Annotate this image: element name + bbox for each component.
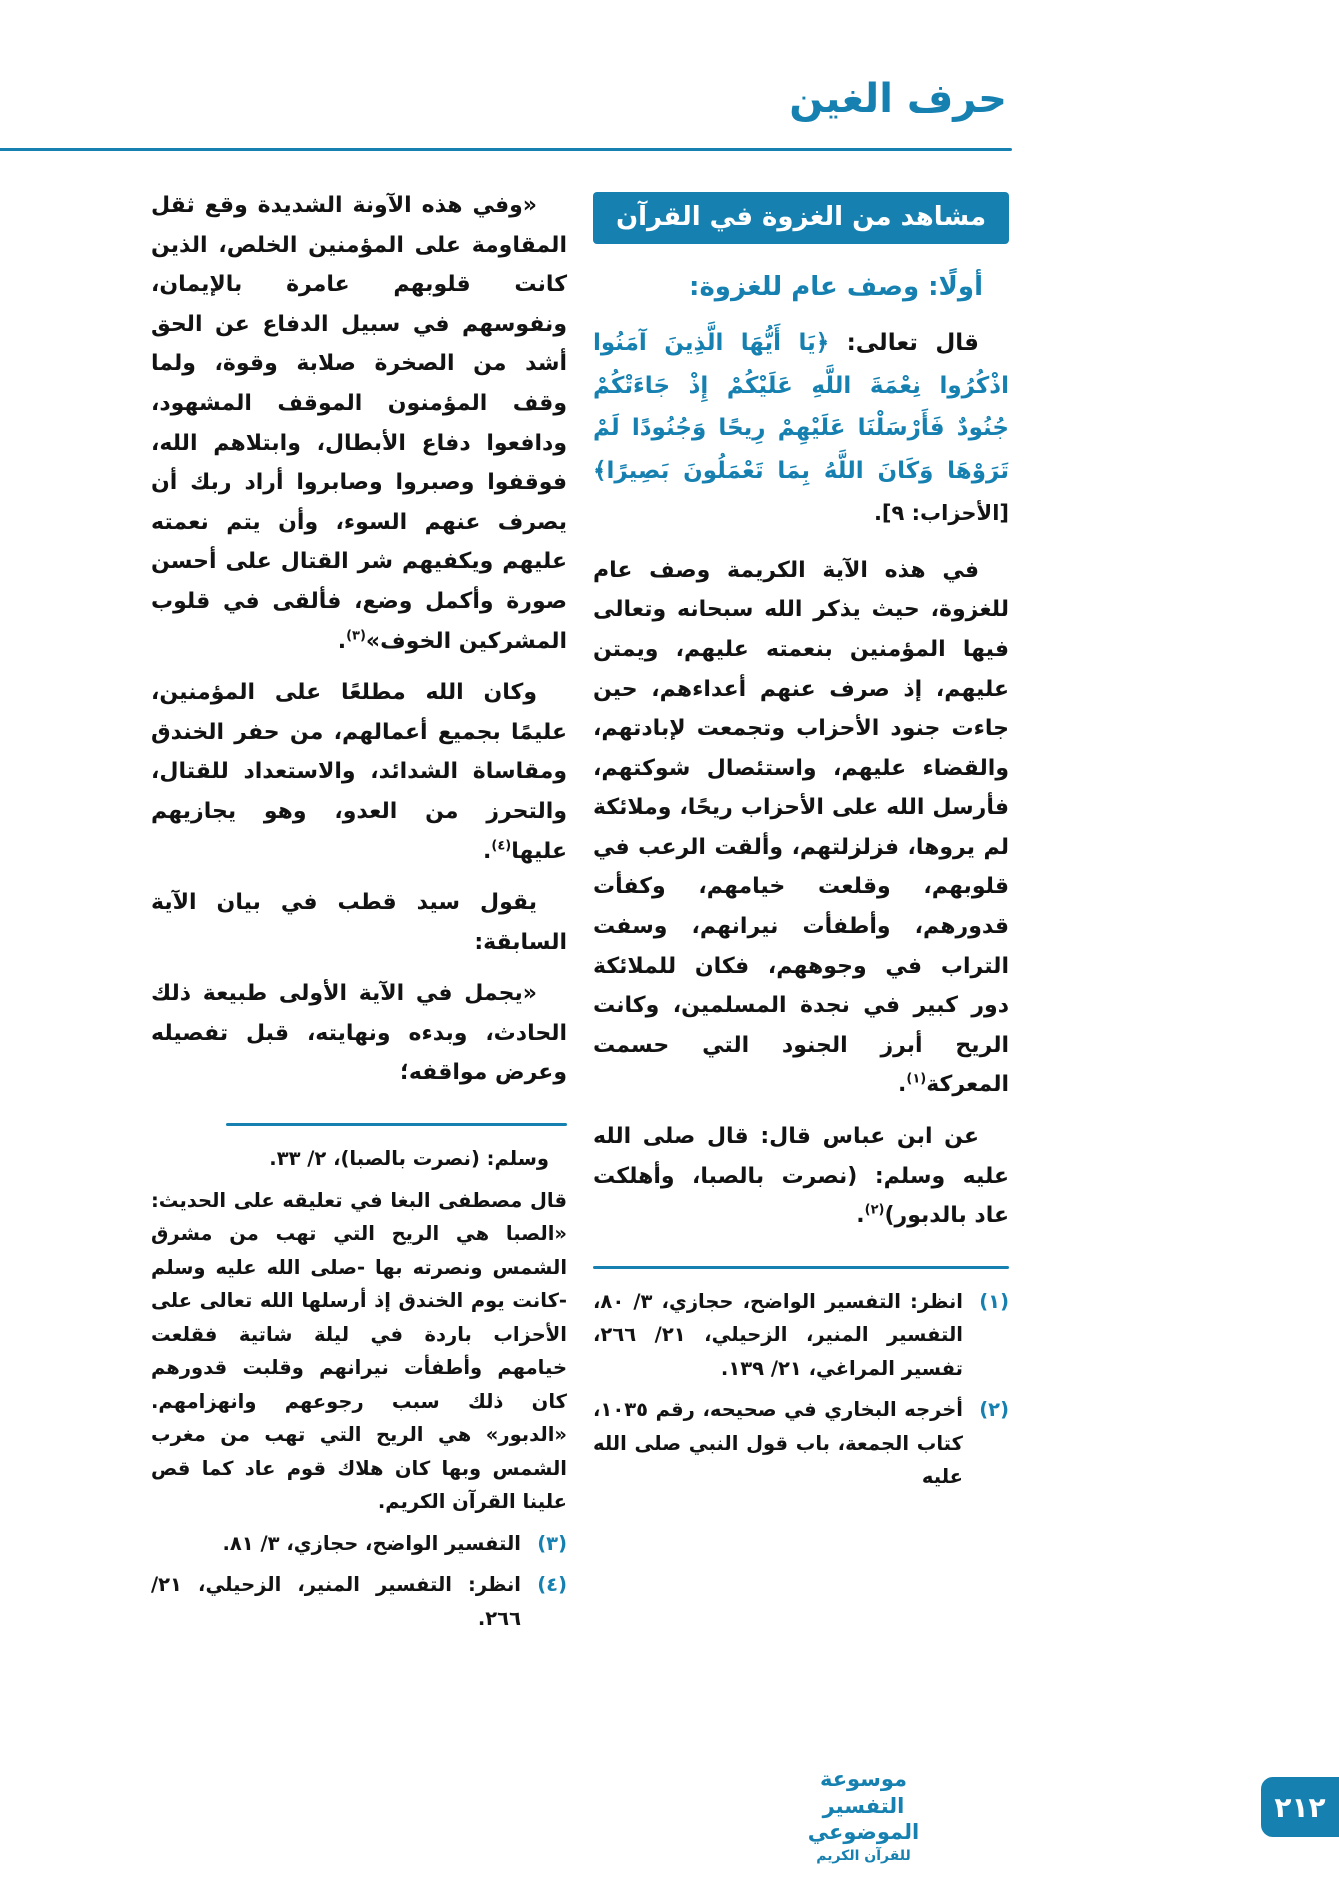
chapter-title: حرف الغين: [789, 76, 1007, 122]
quran-verse-text: ﴿يَا أَيُّهَا الَّذِينَ آمَنُوا اذْكُرُوا نِعْمَةَ اللَّهِ عَلَيْكُمْ إِذْ جَاءَتْكُمْ جُنُودٌ فَأَرْسَلْنَا عَلَيْهِمْ رِيحًا وَجُنُودًا لَمْ تَرَوْهَا وَكَانَ اللَّهُ بِمَا تَعْمَلُونَ بَصِيرًا﴾: [593, 330, 1009, 484]
body-paragraph: [151, 974, 567, 1093]
verse-intro-text: قال تعالى:: [829, 330, 979, 356]
paragraph-text: في هذه الآية الكريمة وصف عام للغزوة، حيث يذكر الله سبحانه وتعالى فيها المؤمنين بنعمته عليهم، ويمتن عليهم، إذ صرف عنهم أعداءهم، حين جاءت جنود الأحزاب وتجمعت لإبادتهم، والقضاء عليهم، واستئصال شوكتهم، فأرسل الله على الأحزاب ريحًا، وملائكة لم يروها، فزلزلتهم، وألقت الرعب في قلوبهم، وقلعت خيامهم، وكفأت قدورهم، وأطفأت نيرانهم، وسفت التراب في وجوههم، فكان للملائكة دور كبير في نجدة المسلمين، وكانت الريح أبرز الجنود التي حسمت المعركة: [593, 557, 1009, 1098]
paragraph-tail: .: [337, 628, 347, 654]
page-number-badge: [1261, 1777, 1339, 1837]
footnote-number: (٤): [537, 1573, 567, 1597]
footnote-text: أخرجه البخاري في صحيحه، رقم ١٠٣٥، كتاب الجمعة، باب قول النبي صلى الله عليه: [593, 1398, 963, 1489]
footnote-text: قال مصطفى البغا في تعليقه على الحديث: «الصبا هي الريح التي تهب من مشرق الشمس ونصرته بها -صلى الله عليه وسلم -كانت يوم الخندق إذ أرسلها الله تعالى على الأحزاب باردة في ليلة شاتية فقلعت خيامهم وأطفأت نيرانهم وقلبت قدورهم كان ذلك سبب رجوعهم وانهزامهم. «الدبور» هي الريح التي تهب من مغرب الشمس وبها كان هلاك قوم عاد كما قص علينا القرآن الكريم.: [151, 1188, 567, 1514]
footnote-ref: (٢): [864, 1202, 885, 1218]
paragraph-text: يقول سيد قطب في بيان الآية السابقة:: [151, 890, 567, 955]
paragraph-tail: .: [856, 1203, 865, 1229]
body-paragraph: [593, 1117, 1009, 1236]
two-column-layout: [151, 186, 1009, 1644]
logo-subtitle: للقرآن الكريم: [816, 1848, 911, 1864]
paragraph-text: وكان الله مطلعًا على المؤمنين، عليمًا بجميع أعمالهم، من حفر الخندق ومقاساة الشدائد، والاستعداد للقتال، والتحرز من العدو، وهو يجازيهم عليها: [151, 680, 567, 864]
body-paragraph: [151, 673, 567, 871]
footnote-separator: [226, 1123, 567, 1126]
footnote-separator: [593, 1266, 1009, 1269]
footnote-ref: (٣): [346, 628, 366, 644]
footnote-item: [593, 1393, 1009, 1494]
footnote-text: التفسير الواضح، حجازي، ٣/ ٨١.: [222, 1531, 521, 1555]
section-subtitle: أولًا: وصف عام للغزوة:: [689, 272, 983, 302]
header-rule: [0, 148, 1012, 151]
paragraph-tail: .: [898, 1072, 907, 1098]
left-column: [151, 186, 567, 1644]
paragraph-text: «وفي هذه الآونة الشديدة وقع ثقل المقاومة على المؤمنين الخلص، الذين كانت قلوبهم عامرة بالإيمان، ونفوسهم في سبيل الدفاع عن الحق أشد من الصخرة صلابة وقوة، ولما وقف المؤمنون الموقف المشهود، ودافعوا دفاع الأبطال، وابتلاهم الله، فوقفوا وصبروا وصابروا أراد ربك أن يصرف عنهم السوء، وأن يتم نعمته عليهم ويكفيهم شر القتال على أحسن صورة وأكمل وضع، فألقى في قلوب المشركين الخوف»: [151, 193, 567, 654]
section-heading-box: [593, 192, 1009, 244]
footnote-number: (٣): [537, 1531, 567, 1555]
footnotes-section-right: [593, 1266, 1009, 1494]
body-paragraph: [151, 883, 567, 962]
paragraph-text: «يجمل في الآية الأولى طبيعة ذلك الحادث، وبدءه ونهايته، قبل تفصيله وعرض مواقفه؛: [151, 981, 567, 1086]
footnote-item: [593, 1285, 1009, 1386]
body-paragraph: [151, 186, 567, 661]
verse-reference: [الأحزاب: ٩].: [873, 501, 1009, 526]
right-column: [593, 186, 1009, 1502]
footnote-ref: (١): [906, 1072, 927, 1088]
footnote-item: [151, 1568, 567, 1635]
footnotes-section-left: [151, 1123, 567, 1635]
paragraph-tail: .: [483, 838, 492, 864]
section-heading-text: مشاهد من الغزوة في القرآن: [615, 202, 987, 232]
paragraph-text: عن ابن عباس قال: قال صلى الله عليه وسلم: (نصرت بالصبا، وأهلكت عاد بالدبور): [593, 1124, 1009, 1229]
logo-title: موسوعة التفسير الموضوعي: [807, 1767, 920, 1844]
footnote-number: (١): [979, 1289, 1009, 1313]
footnote-text: انظر: التفسير الواضح، حجازي، ٣/ ٨٠، التفسير المنير، الزحيلي، ٢١/ ٢٦٦، تفسير المراغي، ٢١/ ١٣٩.: [593, 1289, 963, 1380]
page-number: ٢١٢: [1274, 1790, 1326, 1824]
footnote-text: انظر: التفسير المنير، الزحيلي، ٢١/ ٢٦٦.: [151, 1573, 521, 1630]
publisher-logo: [776, 1766, 951, 1864]
quran-verse-paragraph: [593, 322, 1009, 535]
footnote-number: (٢): [979, 1398, 1009, 1422]
footnote-item: [151, 1184, 567, 1519]
footnote-item: [151, 1527, 567, 1561]
footnote-item: [151, 1142, 567, 1176]
body-paragraph: [593, 551, 1009, 1105]
footnote-ref: (٤): [491, 838, 512, 854]
footnote-text: وسلم: (نصرت بالصبا)، ٢/ ٣٣.: [269, 1147, 549, 1171]
